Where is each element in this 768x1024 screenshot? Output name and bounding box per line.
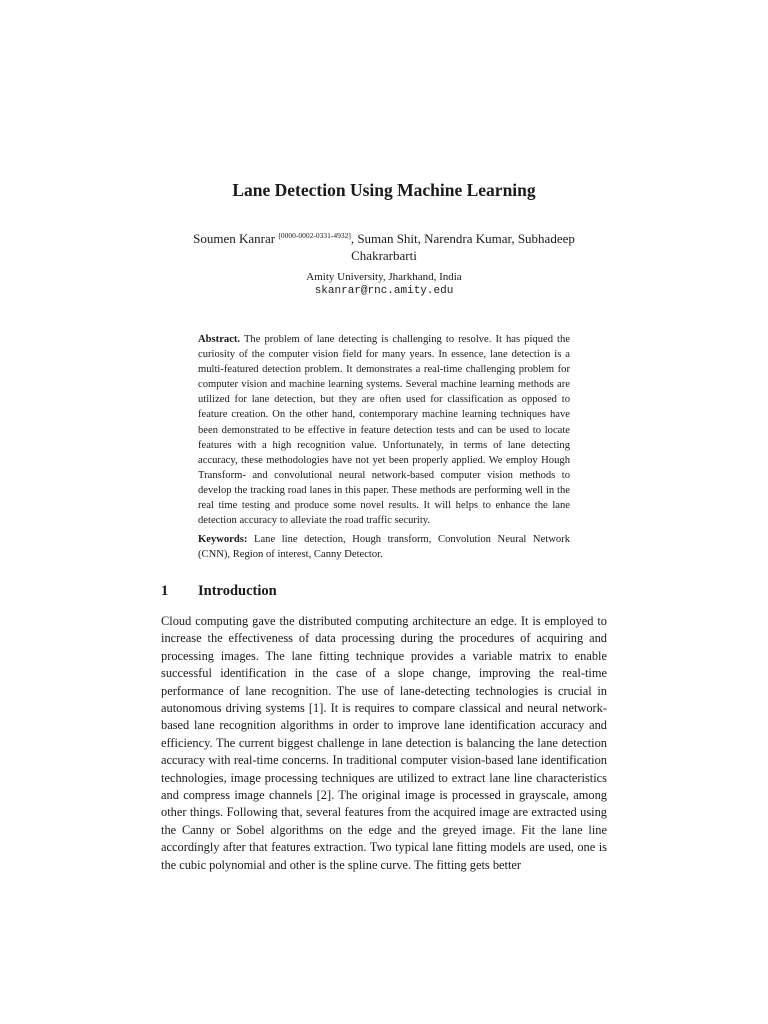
first-author: Soumen Kanrar — [193, 231, 276, 246]
institution: Amity University, Jharkhand, India — [306, 271, 462, 283]
introduction-paragraph: Cloud computing gave the distributed computing architecture an edge. It is employed to increase the effectiveness of data processing during the procedures of acquiring and processing images. The lane fitting technique provides a variable matrix to enable successful identification in the case of a slope change, improving the real-time performance of lane recognition. The use of lane-detecting technologies is crucial in autonomous driving systems [1]. It is requires to compare classical and neural network-based lane recognition algorithms in order to improve lane identification accuracy and efficiency. The current biggest challenge in lane detection is balancing the lane detection accuracy with real-time concerns. In traditional computer vision-based lane identification technologies, image processing techniques are utilized to extract lane line characteristics and compress image channels [2]. The original image is processed in grayscale, among other things. Following that, several features from the acquired image are extracted using the Canny or Sobel algorithms on the edge and the greyed image. Fit the lane line accordingly after that features extraction. Two typical lane fitting models are used, one is the cubic polynomial and other is the spline curve. The fitting gets better — [161, 614, 607, 872]
affiliation-block — [0, 270, 768, 298]
section-heading — [161, 583, 277, 600]
abstract-label: Abstract. — [198, 334, 241, 345]
keywords-label: Keywords: — [198, 534, 248, 545]
abstract — [198, 332, 570, 528]
co-author-last: Chakrarbarti — [351, 248, 417, 263]
co-authors: , Suman Shit, Narendra Kumar, Subhadeep — [350, 231, 575, 246]
author-email: skanrar@rnc.amity.edu — [314, 285, 454, 297]
keywords — [198, 532, 570, 562]
paper-title: Lane Detection Using Machine Learning — [232, 180, 536, 200]
abstract-text: The problem of lane detecting is challenging to resolve. It has piqued the curiosity of the computer vision field for many years. In essence, lane detection is a multi-featured detection problem. It demonstrates a real-time challenging problem for computer vision and machine learning systems. Several machine learning methods are utilized for lane detection, but they are often used for classification as opposed to feature creation. On the other hand, contemporary machine learning techniques have been demonstrated to be effective in feature detection tests and can be used to locate features with a high recognition value. Unfortunately, in terms of lane detecting accuracy, these methodologies have not yet been properly applied. We employ Hough Transform- and convolutional neural network-based computer vision methods to develop the tracking road lanes in this paper. These methods are performing well in the real time testing and produce some novel results. It will helps to enhance the lane detection accuracy to alleviate the road traffic security. — [198, 334, 570, 527]
author-list — [170, 230, 598, 264]
section-title: Introduction — [198, 583, 277, 599]
section-number: 1 — [161, 583, 169, 599]
orcid-id: [0000-0002-0331-4932] — [278, 231, 351, 240]
keywords-text: Lane line detection, Hough transform, Convolution Neural Network (CNN), Region of interest, Canny Detector. — [198, 534, 570, 561]
